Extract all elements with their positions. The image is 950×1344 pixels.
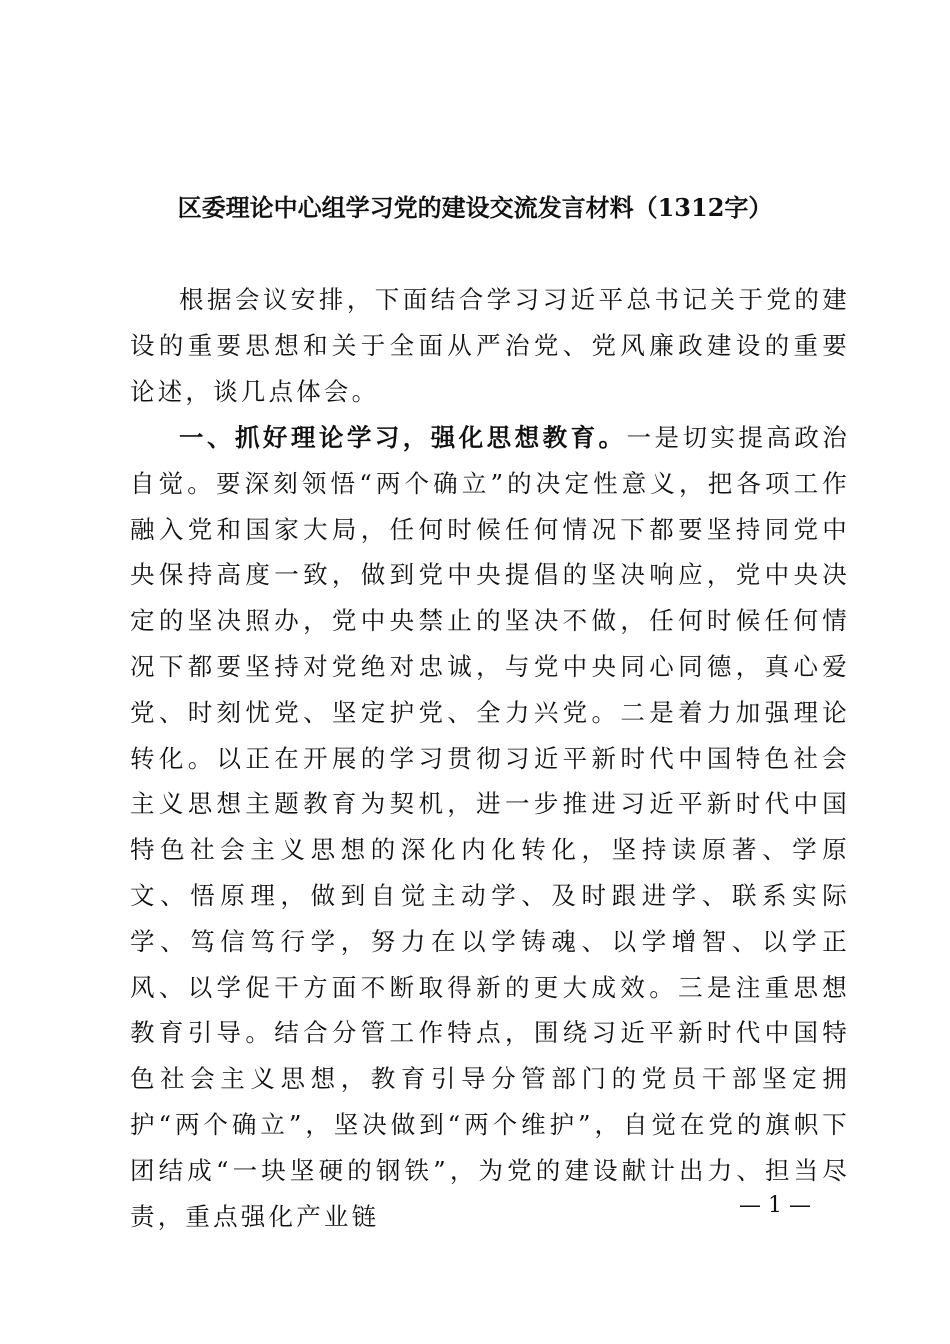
section-one-heading: 一、抓好理论学习，强化思想教育。 [179,423,627,452]
document-title: 区委理论中心组学习党的建设交流发言材料（1312字） [177,193,773,222]
intro-paragraph [130,277,850,414]
section-one-text: 一是切实提高政治自觉。要深刻领悟“两个确立”的决定性意义，把各项工作融入党和国家大局，任何时候任何情况下都要坚持同党中央保持高度一致，做到党中央提倡的坚决响应，党中央决定的坚决照办，党中央禁止的坚决不做，任何时候任何情况下都要坚持对党绝对忠诚，与党中央同心同德，真心爱党、时刻忧党、坚定护党、全力兴党。二是着力加强理论转化。以正在开展的学习贯彻习近平新时代中国特色社会主义思想主题教育为契机，进一步推进习近平新时代中国特色社会主义思想的深化内化转化，坚持读原著、学原文、悟原理，做到自觉主动学、及时跟进学、联系实际学、笃信笃行学，努力在以学铸魂、以学增智、以学正风、以学促干方面不断取得新的更大成效。三是注重思想教育引导。结合分管工作特点，围绕习近平新时代中国特色社会主义思想，教育引导分管部门的党员干部坚定拥护“两个确立”，坚决做到“两个维护”，自觉在党的旗帜下团结成“一块坚硬的钢铁”，为党的建设献计出力、担当尽责，重点强化产业链 [130,423,850,1231]
intro-paragraph-text: 根据会议安排，下面结合学习习近平总书记关于党的建设的重要思想和关于全面从严治党、党风廉政建设的重要论述，谈几点体会。 [130,285,850,406]
page-number: — 1 — [739,1193,811,1218]
section-one-paragraph [130,415,850,1239]
